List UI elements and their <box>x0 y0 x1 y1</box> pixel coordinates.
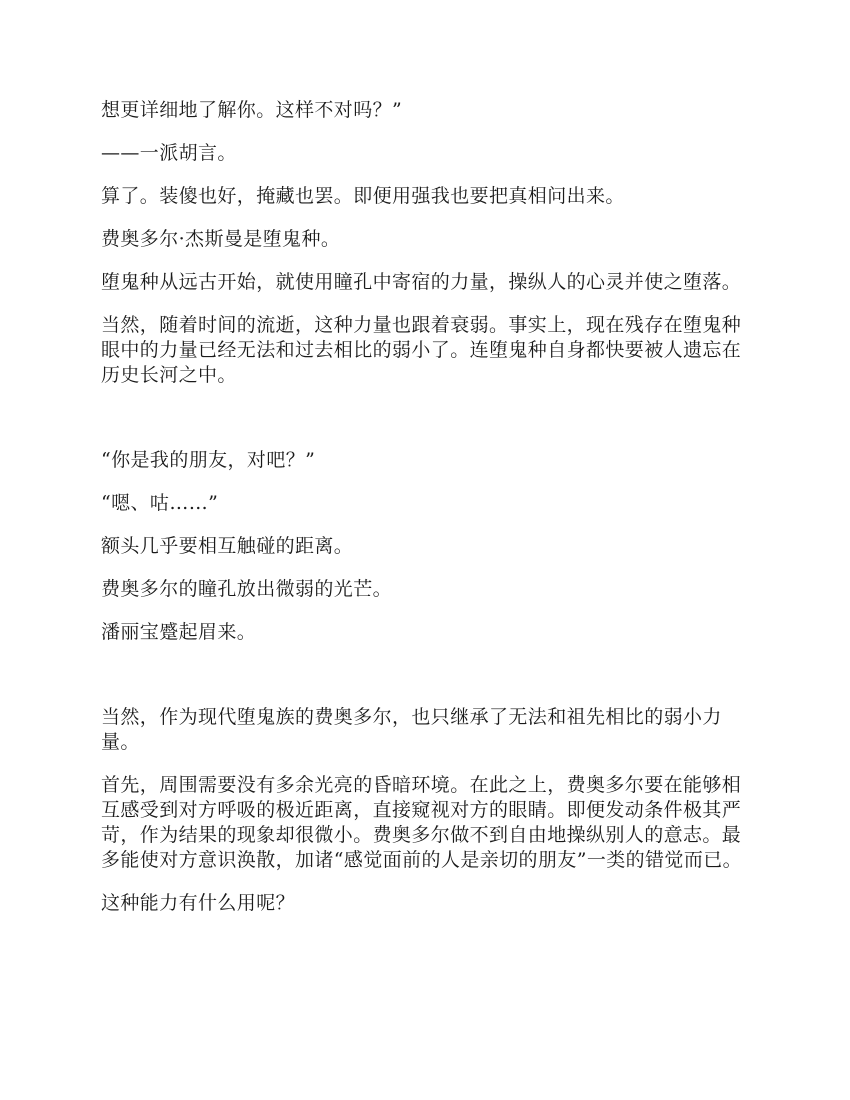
paragraph: 首先，周围需要没有多余光亮的昏暗环境。在此之上，费奥多尔要在能够相互感受到对方呼吸的极近距离，直接窥视对方的眼睛。即便发动条件极其严苛，作为结果的现象却很微小。费奥多尔做不到自由地操纵别人的意志。最多能使对方意识涣散，加诸“感觉面前的人是亲切的朋友”一类的错觉而已。 <box>101 774 743 871</box>
body-text <box>101 98 751 934</box>
paragraph: ——一派胡言。 <box>101 142 237 164</box>
paragraph: 费奥多尔的瞳孔放出微弱的光芒。 <box>101 578 393 600</box>
paragraph: 潘丽宝蹙起眉来。 <box>101 621 257 643</box>
paragraph: 算了。装傻也好，掩藏也罢。即便用强我也要把真相问出来。 <box>101 185 625 207</box>
dialogue-line: “你是我的朋友，对吧？” <box>101 449 316 471</box>
section-break <box>101 406 751 448</box>
section-break <box>101 663 751 705</box>
paragraph: 堕鬼种从远古开始，就使用瞳孔中寄宿的力量，操纵人的心灵并使之堕落。 <box>101 271 742 293</box>
dialogue-line: “嗯、咕……” <box>101 492 219 514</box>
paragraph: 额头几乎要相互触碰的距离。 <box>101 535 354 557</box>
paragraph: 当然，随着时间的流逝，这种力量也跟着衰弱。事实上，现在残存在堕鬼种眼中的力量已经无法和过去相比的弱小了。连堕鬼种自身都快要被人遗忘在历史长河之中。 <box>101 314 742 386</box>
paragraph: 费奥多尔·杰斯曼是堕鬼种。 <box>101 228 341 250</box>
paragraph: 这种能力有什么用呢？ <box>101 892 296 914</box>
paragraph: 当然，作为现代堕鬼族的费奥多尔，也只继承了无法和祖先相比的弱小力量。 <box>101 706 722 753</box>
paragraph: 想更详细地了解你。这样不对吗？” <box>101 99 403 121</box>
